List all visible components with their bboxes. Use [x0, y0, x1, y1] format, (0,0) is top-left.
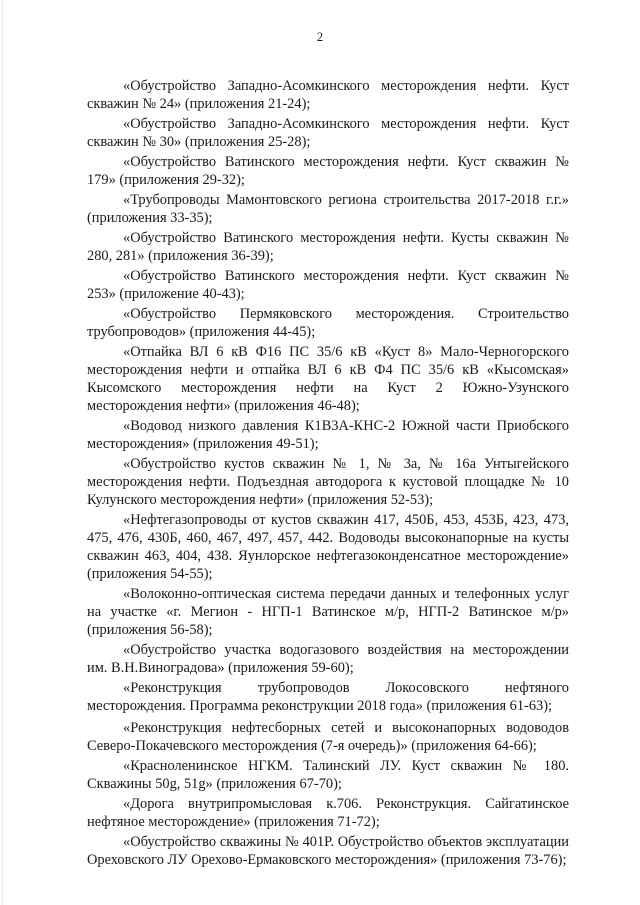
- list-item: «Обустройство кустов скважин № 1, № 3а, № 16а Унтыгейского месторождения нефти. Подъездная автодорога к кустовой площадке № 10 Кулунского месторождения нефти» (приложения 52-53);: [87, 456, 569, 508]
- list-item: «Обустройство Западно-Асомкинского месторождения нефти. Куст скважин № 30» (приложения 25-28);: [87, 116, 569, 150]
- list-item: «Обустройство скважины № 401Р. Обустройство объектов эксплуатации Ореховского ЛУ Орехово-Ермаковского месторождения» (приложения 73-76);: [87, 834, 569, 868]
- list-item: «Обустройство Ватинского месторождения нефти. Куст скважин № 179» (приложения 29-32);: [87, 154, 569, 188]
- list-item: «Водовод низкого давления К1В3А-КНС-2 Южной части Приобского месторождения» (приложения 49-51);: [87, 418, 569, 452]
- list-item: «Дорога внутрипромысловая к.706. Реконструкция. Сайгатинское нефтяное месторождение» (приложения 71-72);: [87, 796, 569, 830]
- list-item: «Обустройство Пермяковского месторождения. Строительство трубопроводов» (приложения 44-45);: [87, 306, 569, 340]
- list-item: «Трубопроводы Мамонтовского региона строительства 2017-2018 г.г.» (приложения 33-35);: [87, 192, 569, 226]
- list-item: «Реконструкция трубопроводов Локосовского нефтяного месторождения. Программа реконструкции 2018 года» (приложения 61-63);: [87, 680, 569, 714]
- page-number: 2: [316, 30, 324, 44]
- list-item: «Обустройство Ватинского месторождения нефти. Кусты скважин № 280, 281» (приложения 36-39);: [87, 230, 569, 264]
- list-item: «Волоконно-оптическая система передачи данных и телефонных услуг на участке «г. Мегион - НГП-1 Ватинское м/р, НГП-2 Ватинское м/р» (приложения 56-58);: [87, 586, 569, 638]
- list-item: «Нефтегазопроводы от кустов скважин 417, 450Б, 453, 453Б, 423, 473, 475, 476, 430Б, 460, 467, 497, 457, 442. Водоводы высоконапорные на кусты скважин 463, 404, 438. Яунлорское нефтегазоконденсатное месторождение» (приложения 54-55);: [87, 512, 569, 582]
- scan-edge-line: [2, 0, 3, 905]
- list-item: «Реконструкция нефтесборных сетей и высоконапорных водоводов Северо-Покачевского месторождения (7-я очередь)» (приложения 64-66);: [87, 720, 569, 754]
- list-item: «Красноленинское НГКМ. Талинский ЛУ. Куст скважин № 180. Скважины 50g, 51g» (приложения 67-70);: [87, 758, 569, 792]
- list-item: «Обустройство Западно-Асомкинского месторождения нефти. Куст скважин № 24» (приложения 21-24);: [87, 78, 569, 112]
- document-body: [87, 77, 569, 869]
- list-item: «Обустройство участка водогазового воздействия на месторождении им. В.Н.Виноградова» (приложения 59-60);: [87, 642, 569, 676]
- list-item: «Обустройство Ватинского месторождения нефти. Куст скважин № 253» (приложение 40-43);: [87, 268, 569, 302]
- list-item: «Отпайка ВЛ 6 кВ Ф16 ПС 35/6 кВ «Куст 8» Мало-Черногорского месторождения нефти и отпайка ВЛ 6 кВ Ф4 ПС 35/6 кВ «Кысомская» Кысомского месторождения нефти на Куст 2 Южно-Узунского месторождения нефти» (приложения 46-48);: [87, 344, 569, 414]
